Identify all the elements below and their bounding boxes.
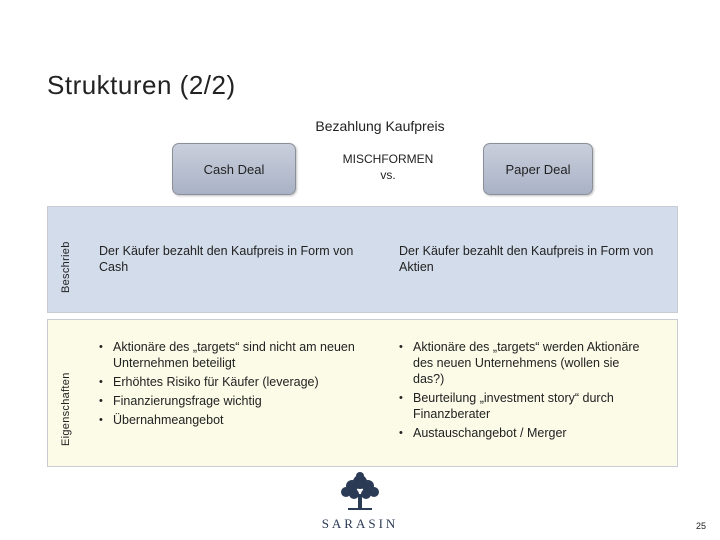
list-item: • Finanzierungsfrage wichtig: [99, 393, 359, 409]
mischformen-label: MISCHFORMEN: [342, 152, 434, 166]
list-item: • Beurteilung „investment story“ durch Finanzberater: [399, 390, 649, 422]
paper-deal-header: [483, 143, 593, 195]
paper-beschrieb-text: Der Käufer bezahlt den Kaufpreis in Form von Aktien: [399, 244, 654, 274]
page-number: 25: [695, 521, 706, 531]
cash-eigenschaften-list: [99, 339, 359, 431]
sarasin-logo: [318, 470, 402, 530]
list-item: • Aktionäre des „targets“ werden Aktionäre des neuen Unternehmens (wollen sie das?): [399, 339, 649, 387]
eigenschaften-row-label: Eigenschaften: [60, 372, 72, 446]
tree-icon: [318, 470, 402, 514]
list-item: • Übernahmeangebot: [99, 412, 359, 428]
paper-eigenschaften-list: [399, 339, 649, 444]
logo-wordmark: SARASIN: [321, 516, 399, 531]
cash-deal-header: [172, 143, 296, 195]
list-item: • Aktionäre des „targets“ sind nicht am neuen Unternehmen beteiligt: [99, 339, 359, 371]
list-item: • Erhöhtes Risiko für Käufer (leverage): [99, 374, 359, 390]
mischformen-header: [318, 151, 458, 183]
section-subtitle: Bezahlung Kaufpreis: [315, 118, 445, 134]
cash-deal-label: Cash Deal: [203, 161, 265, 177]
list-item: • Austauschangebot / Merger: [399, 425, 649, 441]
paper-deal-label: Paper Deal: [505, 161, 571, 177]
page-title: Strukturen (2/2): [47, 70, 236, 100]
versus-label: vs.: [380, 168, 396, 182]
beschrieb-row-label: Beschrieb: [60, 241, 72, 293]
cash-beschrieb-text: Der Käufer bezahlt den Kaufpreis in Form von Cash: [99, 244, 354, 274]
